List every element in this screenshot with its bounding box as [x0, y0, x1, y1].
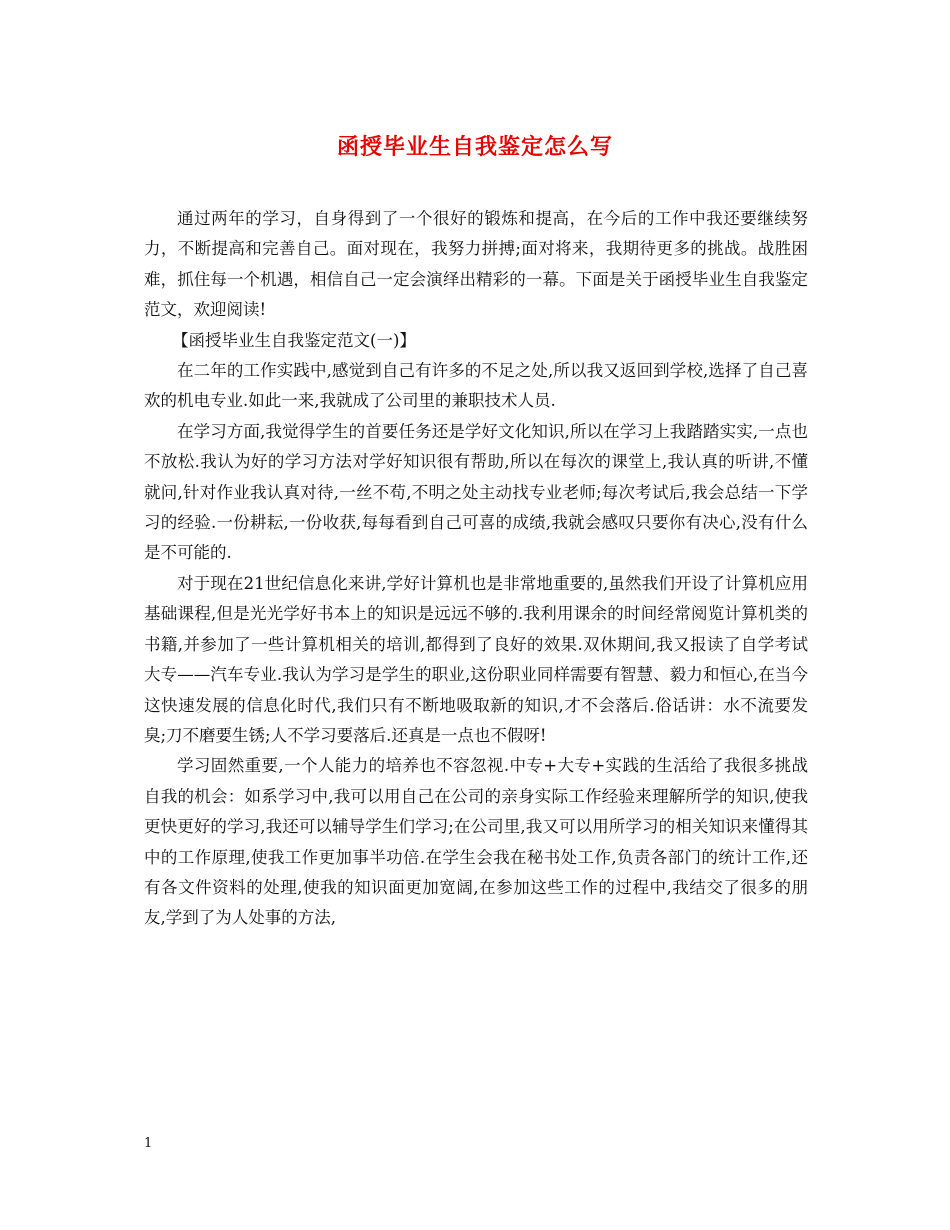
document-title: 函授毕业生自我鉴定怎么写: [336, 134, 613, 160]
intro-paragraph: 通过两年的学习，自身得到了一个很好的锻炼和提高，在今后的工作中我还要继续努力，不断提高和完善自己。面对现在，我努力拼搏;面对将来，我期待更多的挑战。战胜困难，抓住每一个机遇，相信自己一定会演绎出精彩的一幕。下面是关于函授毕业生自我鉴定范文，欢迎阅读!: [144, 209, 808, 320]
body-paragraph: 在二年的工作实践中,感觉到自己有许多的不足之处,所以我又返回到学校,选择了自己喜欢的机电专业.如此一来,我就成了公司里的兼职技术人员.: [144, 361, 808, 411]
document-body: [144, 204, 808, 934]
body-paragraph: 学习固然重要,一个人能力的培养也不容忽视.中专+大专+实践的生活给了我很多挑战自我的机会：如系学习中,我可以用自己在公司的亲身实际工作经验来理解所学的知识,使我更快更好的学习,我还可以辅导学生们学习;在公司里,我又可以用所学习的相关知识来懂得其中的工作原理,使我工作更加事半功倍.在学生会我在秘书处工作,负责各部门的统计工作,还有各文件资料的处理,使我的知识面更加宽阔,在参加这些工作的过程中,我结交了很多的朋友,学到了为人处事的方法,: [144, 756, 808, 928]
body-paragraph: 在学习方面,我觉得学生的首要任务还是学好文化知识,所以在学习上我踏踏实实,一点也不放松.我认为好的学习方法对学好知识很有帮助,所以在每次的课堂上,我认真的听讲,不懂就问,针对作业我认真对待,一丝不苟,不明之处主动找专业老师;每次考试后,我会总结一下学习的经验.一份耕耘,一份收获,每每看到自己可喜的成绩,我就会感叹只要你有决心,没有什么是不可能的.: [144, 421, 808, 563]
page-number: 1: [144, 1136, 153, 1151]
section-heading: 【函授毕业生自我鉴定范文(一)】: [172, 330, 416, 350]
body-paragraph: 对于现在21世纪信息化来讲,学好计算机也是非常地重要的,虽然我们开设了计算机应用基础课程,但是光光学好书本上的知识是远远不够的.我利用课余的时间经常阅览计算机类的书籍,并参加了一些计算机相关的培训,都得到了良好的效果.双休期间,我又报读了自学考试大专——汽车专业.我认为学习是学生的职业,这份职业同样需要有智慧、毅力和恒心,在当今这快速发展的信息化时代,我们只有不断地吸取新的知识,才不会落后.俗话讲：水不流要发臭;刀不磨要生锈;人不学习要落后.还真是一点也不假呀!: [144, 573, 808, 745]
